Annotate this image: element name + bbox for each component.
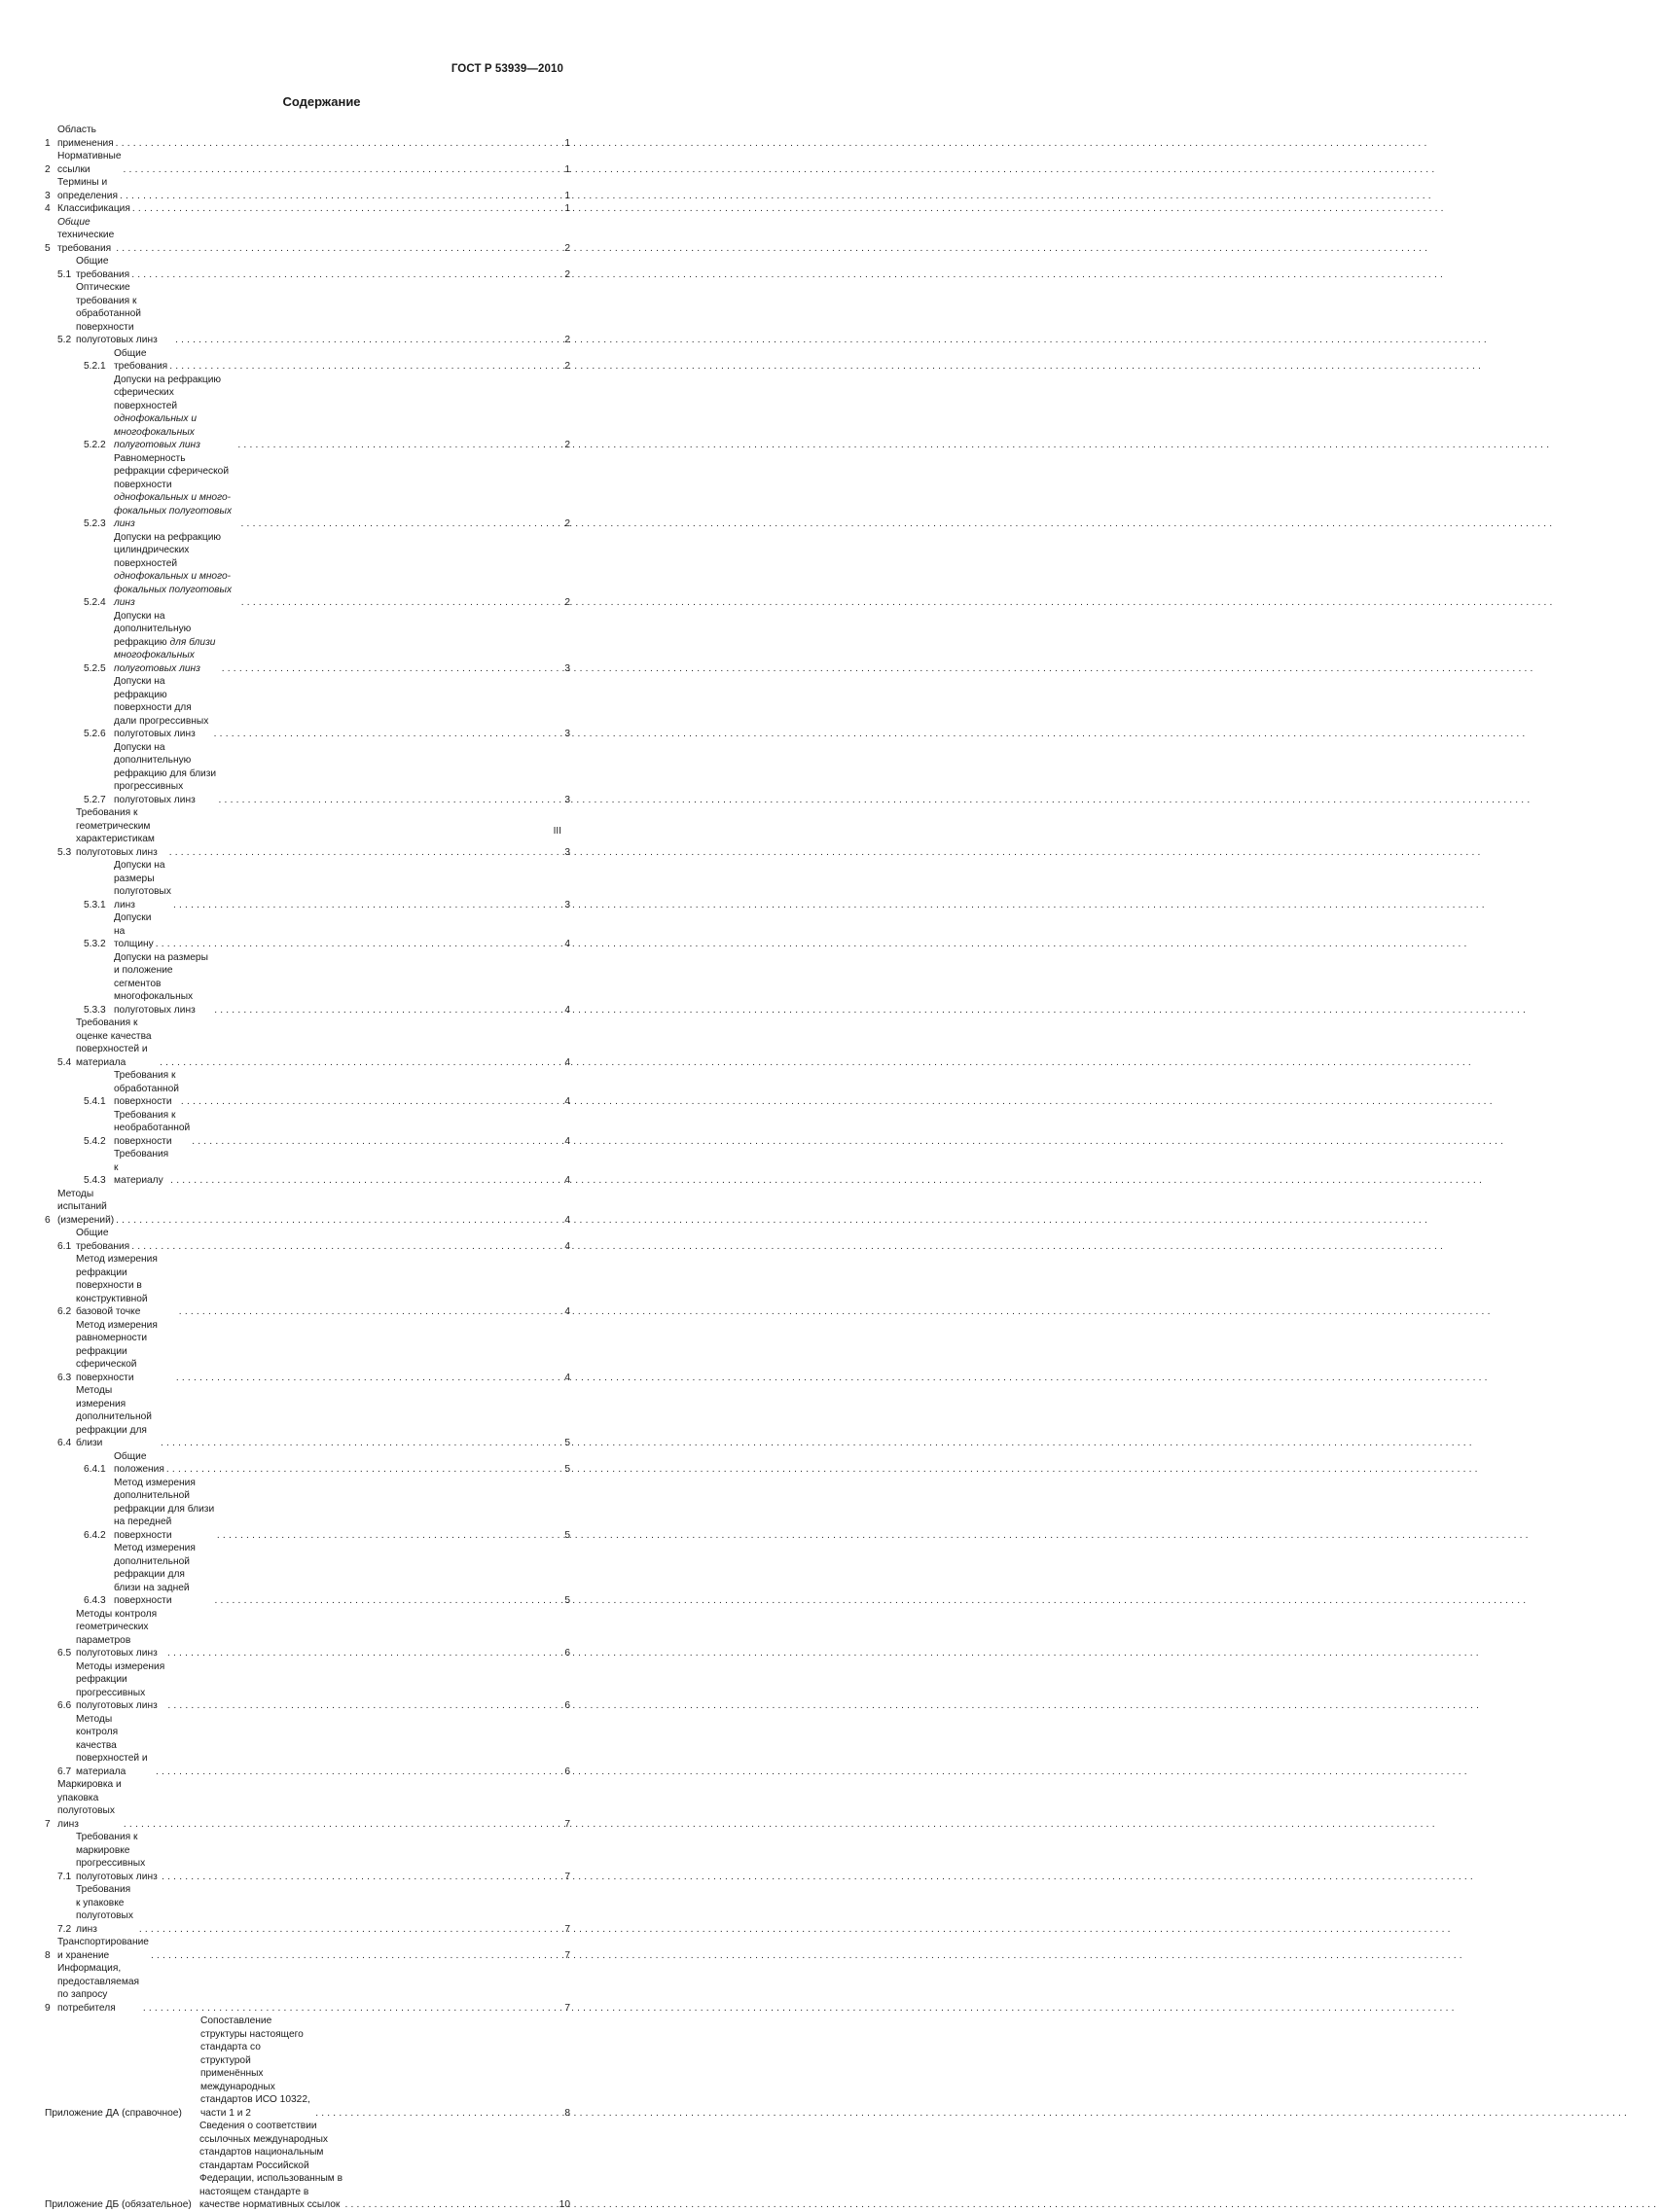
toc-entry-5[interactable] [45, 216, 570, 256]
toc-leader [162, 1871, 562, 1884]
toc-number: 5.2.4 [84, 597, 106, 608]
toc-entry-5-4-3[interactable] [45, 1148, 570, 1188]
toc-leader [116, 242, 562, 256]
toc-text-italic: однофокальных и многофокальных полуготовых линз [114, 413, 200, 450]
toc-entry-5-4[interactable] [45, 1017, 570, 1069]
toc-text: Требования к обработанной поверхности [114, 1070, 179, 1107]
toc-entry-5-2-2[interactable] [45, 374, 570, 452]
toc-number: 6.7 [57, 1766, 72, 1777]
toc-leader [345, 2198, 558, 2212]
toc-page: 4 [564, 1135, 570, 1147]
toc-leader [143, 2002, 562, 2016]
toc-page: 5 [564, 1595, 570, 1606]
toc-entry-6-6[interactable] [45, 1660, 570, 1713]
toc-leader [132, 202, 562, 216]
toc-page: 2 [564, 268, 570, 280]
toc-text: Общие требования [114, 347, 168, 372]
toc-entry-6-3[interactable] [45, 1319, 570, 1385]
toc-text-italic: однофокальных и много-фокальных полуготовых линз [114, 571, 233, 608]
toc-leader [217, 1529, 562, 1543]
toc-entry-5-4-1[interactable] [45, 1069, 570, 1109]
toc-page: 4 [564, 1056, 570, 1068]
toc-entry-5-4-2[interactable] [45, 1109, 570, 1149]
toc-text: Допуски на толщину [114, 912, 154, 949]
toc-text: Требования к маркировке прогрессивных полуготовых линз [76, 1832, 158, 1882]
toc-leader [192, 1135, 562, 1149]
toc-page: 3 [564, 794, 570, 805]
page-number: III [553, 826, 561, 837]
toc-entry-1[interactable] [45, 124, 570, 150]
toc-page: 3 [564, 899, 570, 910]
toc-number: 5.4.3 [84, 1175, 106, 1186]
toc-text: Методы испытаний (измерений) [57, 1188, 115, 1226]
toc-number: 5.3 [57, 846, 72, 858]
toc-text-italic: Общие [57, 216, 90, 228]
toc-leader [161, 1437, 562, 1450]
toc-page: 4 [564, 1306, 570, 1317]
toc-number: 8 [45, 1949, 51, 1961]
toc-leader [116, 137, 562, 151]
toc-page: 4 [564, 939, 570, 949]
toc-number: 7.1 [57, 1871, 72, 1882]
toc-page: 5 [564, 1464, 570, 1475]
toc-page: 1 [564, 137, 570, 149]
toc-number: 6 [45, 1214, 51, 1226]
toc-text [114, 610, 220, 676]
toc-leader [179, 1305, 562, 1319]
toc-page: 4 [564, 1175, 570, 1186]
toc-leader [214, 1594, 562, 1608]
toc-text-regular: Допуски на дополнительную рефракцию [114, 610, 192, 648]
toc-text: Метод измерения дополнительной рефракции для близи на передней поверхности [114, 1477, 215, 1541]
toc-entry-6-4-3[interactable] [45, 1542, 570, 1608]
toc-leader [167, 1699, 562, 1713]
toc-text: Оптические требования к обработанной поверхности полуготовых линз [76, 282, 158, 345]
toc-page: 7 [564, 1949, 570, 1961]
toc-leader [241, 596, 562, 610]
toc-entry-6-4-2[interactable] [45, 1477, 570, 1543]
toc-text: Требования к оценке качества поверхностей и материала [76, 1017, 152, 1068]
toc-entry-4[interactable] [45, 202, 570, 216]
toc-leader [176, 1372, 562, 1385]
toc-text [57, 216, 114, 256]
toc-text: Область применения [57, 125, 114, 149]
toc-leader [151, 1949, 562, 1963]
toc-entry-7-1[interactable] [45, 1831, 570, 1883]
toc-leader [166, 1463, 562, 1477]
document-code: ГОСТ Р 53939—2010 [451, 63, 563, 75]
toc-number: 5.2.2 [84, 440, 106, 450]
toc-entry-7-2[interactable] [45, 1883, 570, 1936]
toc-entry-6-1[interactable] [45, 1227, 570, 1253]
toc-page: 2 [564, 361, 570, 372]
toc-entry-5-2-6[interactable] [45, 675, 570, 741]
toc-page: 2 [564, 242, 570, 254]
toc-text [114, 452, 239, 531]
toc-leader [222, 662, 562, 676]
toc-page: 6 [564, 1648, 570, 1659]
toc-page: 3 [564, 729, 570, 739]
toc-leader [241, 517, 562, 531]
toc-leader [139, 1923, 562, 1937]
toc-number: 5.2.1 [84, 361, 106, 372]
toc-entry-7[interactable] [45, 1778, 570, 1831]
toc-number: 2 [45, 163, 51, 175]
toc-number: 6.3 [57, 1372, 72, 1383]
toc-entry-6[interactable] [45, 1188, 570, 1228]
toc-text [114, 374, 235, 452]
toc-number: 6.4.3 [84, 1595, 106, 1606]
toc-number: 7 [45, 1818, 51, 1830]
toc-page: 4 [564, 1240, 570, 1252]
toc-number: 5.3.1 [84, 899, 106, 910]
toc-leader [169, 360, 562, 374]
toc-text-regular: Равномерность рефракции сферической поверхности [114, 452, 230, 490]
toc-text-regular: Допуски на рефракцию цилиндрических поверхностей [114, 531, 222, 569]
toc-leader [315, 2107, 562, 2121]
toc-text: Требования к необработанной поверхности [114, 1109, 191, 1147]
toc-number: 6.6 [57, 1700, 72, 1711]
toc-entry-6-7[interactable] [45, 1713, 570, 1779]
toc-entry-6-4[interactable] [45, 1384, 570, 1450]
toc-text: Маркировка и упаковка полуготовых линз [57, 1779, 122, 1830]
toc-number: 5 [45, 242, 51, 254]
toc-number: 6.1 [57, 1240, 72, 1252]
toc-entry-8[interactable] [45, 1936, 570, 1962]
toc-entry-appendix-db[interactable] [45, 2120, 570, 2212]
toc-number: 5.2 [57, 335, 72, 345]
toc-entry-5-2-1[interactable] [45, 347, 570, 374]
toc-text: Методы контроля качества поверхностей и материала [76, 1713, 148, 1777]
toc-page: 3 [564, 846, 570, 858]
toc-leader [173, 899, 562, 912]
toc-number: 6.2 [57, 1306, 72, 1317]
toc-entry-9[interactable] [45, 1962, 570, 2015]
toc-number: 5.4 [57, 1056, 72, 1068]
toc-number: 5.2.3 [84, 518, 106, 529]
toc-leader [169, 846, 562, 860]
toc-text-regular: технические требования [57, 230, 115, 254]
toc-text: Методы контроля геометрических параметров полуготовых линз [76, 1608, 158, 1659]
toc-text: Допуски на дополнительную рефракцию для близи прогрессивных полуготовых линз [114, 741, 217, 805]
toc-leader [120, 190, 562, 203]
toc-page: 7 [564, 1818, 570, 1830]
toc-leader [214, 728, 562, 741]
toc-text: Нормативные ссылки [57, 151, 122, 175]
toc-page: 2 [564, 335, 570, 345]
toc-leader [131, 268, 562, 282]
toc-number: 5.2.6 [84, 729, 106, 739]
toc-entry-appendix-da[interactable] [45, 2015, 570, 2120]
toc-text: Методы измерения рефракции прогрессивных полуготовых линз [76, 1660, 165, 1711]
toc-leader [219, 794, 562, 807]
toc-entry-5-2-7[interactable] [45, 741, 570, 807]
toc-entry-5-2-4[interactable] [45, 531, 570, 610]
toc-page: 6 [564, 1766, 570, 1777]
toc-text: Информация, предоставляемая по запросу потребителя [57, 1963, 140, 2014]
toc-entry-6-5[interactable] [45, 1608, 570, 1660]
toc-entry-5-3-1[interactable] [45, 859, 570, 911]
toc-leader [167, 1647, 562, 1660]
toc-number: 4 [45, 203, 51, 214]
toc-page: 1 [564, 163, 570, 175]
toc-leader [156, 938, 562, 951]
toc-page: 8 [564, 2107, 570, 2119]
toc-number: 5.4.2 [84, 1135, 106, 1147]
toc-leader [237, 439, 562, 452]
toc-entry-6-4-1[interactable] [45, 1450, 570, 1477]
toc-entry-5-3-3[interactable] [45, 951, 570, 1017]
toc-page: 10 [559, 2199, 570, 2210]
toc-page: 2 [564, 440, 570, 450]
toc-number: 6.5 [57, 1648, 72, 1659]
toc-text: Требования к материалу [114, 1149, 169, 1186]
toc-number: 6.4 [57, 1438, 72, 1448]
toc-entry-5-2[interactable] [45, 281, 570, 347]
toc-leader [131, 1240, 562, 1254]
toc-text-italic: для близи многофокальных полуготовых линз [114, 636, 216, 674]
toc-page: 1 [564, 203, 570, 214]
toc-leader [156, 1766, 562, 1779]
toc-page: 7 [564, 1923, 570, 1935]
toc-text: Классификация [57, 203, 130, 214]
toc-text: Общие положения [114, 1450, 164, 1475]
toc-number: 5.1 [57, 268, 72, 280]
toc-leader [181, 1095, 562, 1109]
toc-page: 3 [564, 662, 570, 674]
toc-page: 5 [564, 1438, 570, 1448]
toc-page: 4 [564, 1214, 570, 1226]
toc-text: Требования к упаковке полуготовых линз [76, 1884, 133, 1935]
toc-page: 7 [564, 2002, 570, 2014]
toc-text: Метод измерения рефракции поверхности в конструктивной базовой точке [76, 1254, 158, 1317]
toc-entry-5-2-5[interactable] [45, 610, 570, 676]
toc-page: 2 [564, 518, 570, 529]
toc-entry-5-3-2[interactable] [45, 911, 570, 951]
toc-text: Сведения о соответствии ссылочных международных стандартов национальным стандартам Российской Федерации, использованным в настоящем стандарте в качестве нормативных ссылок [199, 2121, 343, 2210]
toc-text: Общие требования [76, 1228, 130, 1252]
toc-text: Транспортирование и хранение [57, 1937, 149, 1961]
toc-number: 5.2.7 [84, 794, 106, 805]
toc-number: 5.3.2 [84, 939, 106, 949]
toc-page: 1 [564, 190, 570, 201]
toc-page: 6 [564, 1700, 570, 1711]
toc-text: Допуски на рефракцию поверхности для дали прогрессивных полуготовых линз [114, 676, 209, 739]
toc-leader [124, 1818, 562, 1832]
toc-number: 1 [45, 137, 51, 149]
toc-page: 4 [564, 1004, 570, 1016]
toc-leader [170, 1174, 562, 1188]
toc-number: 5.3.3 [84, 1004, 106, 1016]
toc-text: Требования к геометрическим характеристикам полуготовых линз [76, 807, 158, 858]
table-of-contents [45, 124, 570, 2212]
toc-number: 3 [45, 190, 51, 201]
toc-leader [116, 1214, 562, 1228]
toc-page: 4 [564, 1096, 570, 1107]
toc-number: 7.2 [57, 1923, 72, 1935]
toc-appendix-label: Приложение ДА (справочное) [45, 2107, 182, 2119]
toc-leader [175, 334, 562, 347]
toc-text-italic: однофокальных и много-фокальных полуготовых линз [114, 492, 233, 529]
toc-number: 5.4.1 [84, 1096, 106, 1107]
toc-text: Сопоставление структуры настоящего стандарта со структурой применённых международных стандартов ИСО 10322, части 1 и 2 [200, 2016, 310, 2119]
toc-text: Общие требования [76, 256, 130, 280]
toc-entry-6-2[interactable] [45, 1253, 570, 1319]
toc-text: Термины и определения [57, 177, 119, 201]
toc-number: 9 [45, 2002, 51, 2014]
toc-leader [214, 1004, 562, 1017]
toc-leader [124, 163, 562, 177]
toc-entry-3[interactable] [45, 176, 570, 202]
toc-text: Допуски на размеры и положение сегментов многофокальных полуготовых линз [114, 951, 208, 1016]
toc-text: Методы измерения дополнительной рефракции для близи [76, 1385, 152, 1448]
toc-text [114, 531, 239, 610]
toc-number: 6.4.2 [84, 1529, 106, 1541]
toc-page: 5 [564, 1529, 570, 1541]
toc-page: 7 [564, 1871, 570, 1882]
toc-entry-5-1[interactable] [45, 255, 570, 281]
toc-number: 5.2.5 [84, 662, 106, 674]
toc-text: Метод измерения равномерности рефракции сферической поверхности [76, 1319, 158, 1383]
toc-appendix-label: Приложение ДБ (обязательное) [45, 2199, 192, 2210]
toc-number: 6.4.1 [84, 1464, 106, 1475]
toc-entry-5-3[interactable] [45, 806, 570, 859]
toc-page: 4 [564, 1372, 570, 1383]
toc-leader [160, 1056, 562, 1070]
toc-text-regular: Допуски на рефракцию сферических поверхностей [114, 374, 222, 411]
toc-entry-2[interactable] [45, 150, 570, 176]
toc-entry-5-2-3[interactable] [45, 452, 570, 531]
page-title: Содержание [282, 94, 361, 109]
toc-page: 2 [564, 597, 570, 608]
toc-text: Допуски на размеры полуготовых линз [114, 860, 171, 910]
toc-text: Метод измерения дополнительной рефракции для близи на задней поверхности [114, 1543, 196, 1606]
